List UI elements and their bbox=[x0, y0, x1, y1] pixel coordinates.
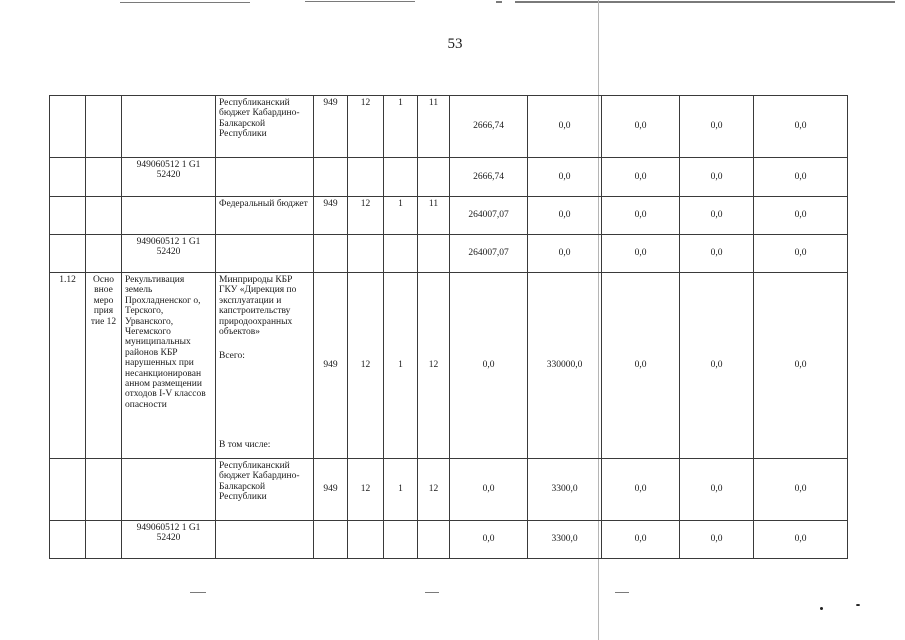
cell-grbs bbox=[314, 158, 348, 197]
cell-value-3: 0,0 bbox=[602, 96, 680, 158]
cell-funding-source: Республиканский бюджет Кабардино-Балкарской Республики bbox=[216, 459, 314, 521]
cell-num bbox=[50, 96, 86, 158]
cell-budget-code: 949060512 1 G1 52420 bbox=[122, 235, 216, 273]
cell-value-4: 0,0 bbox=[680, 459, 754, 521]
cell-budget-code: 949060512 1 G1 52420 bbox=[122, 158, 216, 197]
scan-artifact-bottom-middle bbox=[425, 592, 439, 593]
cell-pr bbox=[384, 158, 418, 197]
scan-artifact-top-left bbox=[120, 2, 250, 3]
cell-budget-code: 949060512 1 G1 52420 bbox=[122, 521, 216, 559]
cell-activity-name: Рекультивация земель Прохладненског о, Терского, Урванского, Чегемского муниципальных районов КБР нарушенных при несанкционирован анном размещении отходов I-V классов опасности bbox=[122, 273, 216, 459]
scan-artifact-dot bbox=[820, 607, 823, 610]
cell-rz bbox=[348, 235, 384, 273]
cell-value-3: 0,0 bbox=[602, 521, 680, 559]
cell-grbs: 949 bbox=[314, 459, 348, 521]
scan-artifact-bottom-left bbox=[190, 592, 206, 593]
cell-pr bbox=[384, 235, 418, 273]
scan-artifact-top-right bbox=[515, 1, 895, 3]
scan-artifact-dot bbox=[856, 604, 860, 606]
table-row bbox=[50, 521, 848, 559]
cell-value-5: 0,0 bbox=[754, 158, 848, 197]
cell-status bbox=[86, 521, 122, 559]
cell-rz: 12 bbox=[348, 273, 384, 459]
total-label: Всего: bbox=[219, 351, 245, 362]
cell-value-3: 0,0 bbox=[602, 158, 680, 197]
page-number: 53 bbox=[447, 36, 463, 52]
cell-value-4: 0,0 bbox=[680, 235, 754, 273]
cell-rz: 12 bbox=[348, 197, 384, 235]
cell-value-1: 0,0 bbox=[450, 459, 528, 521]
cell-rz: 12 bbox=[348, 459, 384, 521]
cell-value-4: 0,0 bbox=[680, 273, 754, 459]
cell-num bbox=[50, 197, 86, 235]
cell-value-2: 0,0 bbox=[528, 158, 602, 197]
cell-value-4: 0,0 bbox=[680, 197, 754, 235]
cell-value-1: 2666,74 bbox=[450, 96, 528, 158]
cell-status: Осно вное меро прия тие 12 bbox=[86, 273, 122, 459]
cell-grbs bbox=[314, 521, 348, 559]
cell-num: 1.12 bbox=[50, 273, 86, 459]
cell-pr: 1 bbox=[384, 197, 418, 235]
cell-value-2: 330000,0 bbox=[528, 273, 602, 459]
cell-value-3: 0,0 bbox=[602, 235, 680, 273]
cell-num bbox=[50, 158, 86, 197]
cell-value-1: 0,0 bbox=[450, 273, 528, 459]
cell-grbs: 949 bbox=[314, 273, 348, 459]
cell-funding-source bbox=[216, 235, 314, 273]
cell-grbs bbox=[314, 235, 348, 273]
cell-code bbox=[122, 96, 216, 158]
cell-value-1: 264007,07 bbox=[450, 197, 528, 235]
scan-artifact-bottom-right bbox=[615, 592, 629, 593]
table-row bbox=[50, 235, 848, 273]
cell-grbs: 949 bbox=[314, 197, 348, 235]
table-row bbox=[50, 96, 848, 158]
cell-value-2: 0,0 bbox=[528, 235, 602, 273]
cell-vr: 11 bbox=[418, 197, 450, 235]
cell-status bbox=[86, 197, 122, 235]
including-label: В том числе: bbox=[219, 439, 271, 450]
cell-vr: 12 bbox=[418, 459, 450, 521]
cell-pr bbox=[384, 521, 418, 559]
cell-value-5: 0,0 bbox=[754, 96, 848, 158]
cell-status bbox=[86, 235, 122, 273]
cell-code bbox=[122, 459, 216, 521]
cell-rz bbox=[348, 158, 384, 197]
cell-vr bbox=[418, 158, 450, 197]
cell-code bbox=[122, 197, 216, 235]
cell-value-3: 0,0 bbox=[602, 197, 680, 235]
cell-vr: 11 bbox=[418, 96, 450, 158]
cell-funding-source bbox=[216, 158, 314, 197]
cell-status bbox=[86, 96, 122, 158]
cell-rz: 12 bbox=[348, 96, 384, 158]
cell-rz bbox=[348, 521, 384, 559]
table-row bbox=[50, 459, 848, 521]
cell-value-3: 0,0 bbox=[602, 273, 680, 459]
cell-value-1: 264007,07 bbox=[450, 235, 528, 273]
cell-num bbox=[50, 459, 86, 521]
cell-funding-source bbox=[216, 521, 314, 559]
cell-pr: 1 bbox=[384, 459, 418, 521]
table-row-main-activity bbox=[50, 273, 848, 459]
cell-value-4: 0,0 bbox=[680, 158, 754, 197]
cell-value-2: 0,0 bbox=[528, 96, 602, 158]
cell-executor bbox=[216, 273, 314, 459]
scan-artifact-top-middle bbox=[305, 1, 415, 2]
cell-pr: 1 bbox=[384, 273, 418, 459]
cell-vr bbox=[418, 521, 450, 559]
executor-text: Минприроды КБР ГКУ «Дирекция по эксплуатации и капстроительству природоохранных объектов» bbox=[219, 275, 297, 338]
cell-value-4: 0,0 bbox=[680, 521, 754, 559]
cell-value-2: 0,0 bbox=[528, 197, 602, 235]
cell-value-5: 0,0 bbox=[754, 197, 848, 235]
cell-value-3: 0,0 bbox=[602, 459, 680, 521]
cell-value-2: 3300,0 bbox=[528, 459, 602, 521]
cell-value-1: 2666,74 bbox=[450, 158, 528, 197]
cell-value-5: 0,0 bbox=[754, 273, 848, 459]
cell-pr: 1 bbox=[384, 96, 418, 158]
cell-status bbox=[86, 459, 122, 521]
cell-status bbox=[86, 158, 122, 197]
cell-value-5: 0,0 bbox=[754, 521, 848, 559]
cell-value-1: 0,0 bbox=[450, 521, 528, 559]
cell-funding-source: Республиканский бюджет Кабардино-Балкарской Республики bbox=[216, 96, 314, 158]
cell-value-4: 0,0 bbox=[680, 96, 754, 158]
cell-value-2: 3300,0 bbox=[528, 521, 602, 559]
budget-table bbox=[49, 95, 848, 559]
table-row bbox=[50, 197, 848, 235]
cell-num bbox=[50, 521, 86, 559]
cell-value-5: 0,0 bbox=[754, 459, 848, 521]
cell-vr bbox=[418, 235, 450, 273]
cell-funding-source: Федеральный бюджет bbox=[216, 197, 314, 235]
table-row bbox=[50, 158, 848, 197]
cell-grbs: 949 bbox=[314, 96, 348, 158]
cell-num bbox=[50, 235, 86, 273]
cell-value-5: 0,0 bbox=[754, 235, 848, 273]
scan-artifact-top-dash bbox=[496, 1, 502, 3]
cell-vr: 12 bbox=[418, 273, 450, 459]
